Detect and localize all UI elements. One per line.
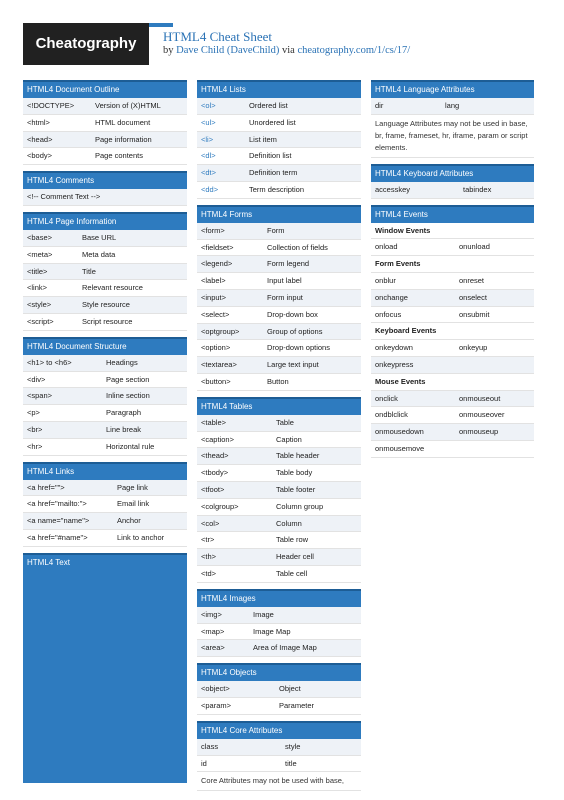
row-value: Script resource bbox=[82, 316, 133, 326]
table-row bbox=[197, 240, 361, 257]
row-value: onmouseover bbox=[459, 410, 505, 420]
table-row bbox=[197, 415, 361, 432]
row-key: <p> bbox=[27, 408, 40, 418]
table-row bbox=[197, 448, 361, 465]
table-row bbox=[23, 513, 187, 530]
table-row bbox=[197, 290, 361, 307]
row-key: <style> bbox=[27, 300, 52, 310]
row-key: <fieldset> bbox=[201, 242, 234, 252]
table-row bbox=[197, 698, 361, 715]
row-key: <colgroup> bbox=[201, 501, 239, 511]
section-lang bbox=[371, 80, 534, 158]
row-value: Page contents bbox=[95, 151, 143, 161]
table-row bbox=[23, 314, 187, 331]
row-value: Image Map bbox=[253, 626, 291, 636]
row-key: <caption> bbox=[201, 434, 234, 444]
row-key: <dd> bbox=[201, 184, 219, 194]
row-key: <tbody> bbox=[201, 468, 229, 478]
row-value: onselect bbox=[459, 292, 487, 302]
row-key: <dl> bbox=[201, 151, 216, 161]
column-3 bbox=[371, 80, 534, 464]
row-key: <a href="mailto:"> bbox=[27, 499, 87, 509]
row-key: <input> bbox=[201, 292, 227, 302]
table-row bbox=[197, 340, 361, 357]
table-row bbox=[371, 273, 534, 290]
table-row bbox=[197, 739, 361, 756]
row-value: Unordered list bbox=[249, 117, 296, 127]
row-value: List item bbox=[249, 134, 277, 144]
column-1 bbox=[23, 80, 187, 789]
table-row bbox=[23, 405, 187, 422]
row-value: tabindex bbox=[463, 184, 492, 194]
table-row bbox=[197, 465, 361, 482]
section-note: Core Attributes may not be used with base, bbox=[197, 772, 361, 791]
row-key: onkeypress bbox=[375, 359, 414, 369]
sheet-url-link[interactable]: cheatography.com/1/cs/17/ bbox=[297, 45, 411, 56]
section-heading: HTML4 Document Structure bbox=[23, 337, 187, 355]
row-value: title bbox=[285, 758, 297, 768]
table-row bbox=[197, 516, 361, 533]
row-value: onmouseup bbox=[459, 427, 499, 437]
row-value: Table footer bbox=[276, 484, 316, 494]
table-row bbox=[23, 98, 187, 115]
row-key: <td> bbox=[201, 568, 217, 578]
row-key: <param> bbox=[201, 700, 232, 710]
row-key: <th> bbox=[201, 552, 217, 562]
table-row bbox=[23, 372, 187, 389]
table-row bbox=[197, 549, 361, 566]
row-key: <label> bbox=[201, 276, 226, 286]
section-heading: HTML4 Language Attributes bbox=[371, 80, 534, 98]
row-value: Form legend bbox=[267, 259, 310, 269]
row-key: <div> bbox=[27, 374, 46, 384]
row-value: Email link bbox=[117, 499, 150, 509]
row-value bbox=[177, 189, 183, 205]
row-key: <meta> bbox=[27, 249, 53, 259]
row-key: <area> bbox=[201, 643, 225, 653]
row-key: <col> bbox=[201, 518, 220, 528]
row-key: <title> bbox=[27, 266, 48, 276]
row-value bbox=[459, 441, 530, 457]
row-value: Page information bbox=[95, 134, 152, 144]
row-key: <legend> bbox=[201, 259, 233, 269]
row-key: <form> bbox=[201, 225, 225, 235]
row-key: <span> bbox=[27, 391, 53, 401]
row-key: <tr> bbox=[201, 535, 215, 545]
table-row bbox=[197, 307, 361, 324]
row-key: <object> bbox=[201, 684, 230, 694]
row-key: onkeydown bbox=[375, 343, 413, 353]
row-value: Table header bbox=[276, 451, 320, 461]
row-value: Caption bbox=[276, 434, 302, 444]
byline-prefix: by bbox=[163, 45, 174, 56]
table-row bbox=[23, 530, 187, 547]
row-key: onblur bbox=[375, 275, 396, 285]
table-row bbox=[371, 98, 534, 115]
table-row bbox=[371, 391, 534, 408]
row-value: Horizontal rule bbox=[106, 441, 155, 451]
section-links bbox=[23, 462, 187, 547]
row-value: Paragraph bbox=[106, 408, 142, 418]
logo-accent-bar bbox=[149, 23, 173, 27]
table-row bbox=[371, 357, 534, 374]
section-objects bbox=[197, 663, 361, 715]
row-key: <img> bbox=[201, 609, 222, 619]
row-value: Table cell bbox=[276, 568, 308, 578]
row-value: Relevant resource bbox=[82, 283, 143, 293]
row-value: lang bbox=[445, 101, 460, 110]
row-value: Large text input bbox=[267, 360, 319, 370]
section-heading: HTML4 Document Outline bbox=[23, 80, 187, 98]
row-value: Header cell bbox=[276, 552, 314, 562]
row-key: <head> bbox=[27, 134, 53, 144]
table-row bbox=[371, 290, 534, 307]
section-note: Language Attributes may not be used in base, br, frame, frameset, hr, iframe, param or script elements. bbox=[371, 115, 534, 158]
row-value: Line break bbox=[106, 424, 142, 434]
table-row bbox=[23, 297, 187, 314]
table-row bbox=[197, 432, 361, 449]
table-row bbox=[23, 115, 187, 132]
table-row bbox=[197, 624, 361, 641]
row-key: onclick bbox=[375, 393, 398, 403]
row-value: Collection of fields bbox=[267, 242, 328, 252]
section-heading: HTML4 Comments bbox=[23, 171, 187, 189]
row-key: <br> bbox=[27, 424, 43, 434]
table-row bbox=[197, 223, 361, 240]
byline bbox=[163, 45, 410, 56]
row-key: <a href="#name"> bbox=[27, 532, 88, 542]
row-value: onkeyup bbox=[459, 343, 488, 353]
row-value: Page link bbox=[117, 482, 148, 492]
table-row bbox=[197, 374, 361, 391]
row-value: Form input bbox=[267, 292, 303, 302]
table-row bbox=[197, 640, 361, 657]
row-key: <!-- Comment Text --> bbox=[27, 192, 101, 202]
row-value: Drop-down box bbox=[267, 309, 318, 319]
row-key: class bbox=[201, 741, 219, 751]
section-heading: HTML4 Core Attributes bbox=[197, 721, 361, 739]
row-key: <option> bbox=[201, 343, 231, 353]
row-value: onunload bbox=[459, 242, 490, 252]
table-row bbox=[371, 441, 534, 458]
row-value: Parameter bbox=[279, 700, 315, 710]
row-value: Ordered list bbox=[249, 101, 288, 110]
row-value: Area of Image Map bbox=[253, 643, 317, 653]
row-value: Group of options bbox=[267, 326, 323, 336]
event-group-heading: Form Events bbox=[371, 256, 534, 273]
row-key: ondblclick bbox=[375, 410, 408, 420]
table-row bbox=[23, 355, 187, 372]
row-value: Inline section bbox=[106, 391, 150, 401]
table-row bbox=[23, 280, 187, 297]
author-link[interactable]: Dave Child (DaveChild) bbox=[176, 45, 280, 56]
section-heading: HTML4 Images bbox=[197, 589, 361, 607]
page-title: HTML4 Cheat Sheet bbox=[163, 29, 273, 44]
section-heading: HTML4 Lists bbox=[197, 80, 361, 98]
table-row bbox=[197, 532, 361, 549]
table-row bbox=[371, 307, 534, 324]
text-section-body bbox=[23, 571, 187, 783]
row-value: Button bbox=[267, 376, 289, 386]
row-key: onfocus bbox=[375, 309, 402, 319]
row-value: Meta data bbox=[82, 249, 116, 259]
row-key: <html> bbox=[27, 117, 50, 127]
event-group-heading: Keyboard Events bbox=[371, 323, 534, 340]
section-heading: HTML4 Objects bbox=[197, 663, 361, 681]
row-value: Anchor bbox=[117, 516, 141, 526]
event-group-heading: Mouse Events bbox=[371, 374, 534, 391]
row-value: Form bbox=[267, 225, 285, 235]
section-tables bbox=[197, 397, 361, 583]
row-value: Table row bbox=[276, 535, 309, 545]
row-value: onreset bbox=[459, 275, 485, 285]
row-value: Page section bbox=[106, 374, 150, 384]
row-value: Input label bbox=[267, 276, 302, 286]
row-key: dir bbox=[375, 101, 384, 110]
table-row bbox=[371, 407, 534, 424]
table-row bbox=[197, 499, 361, 516]
table-row bbox=[197, 756, 361, 773]
table-row bbox=[371, 340, 534, 357]
row-key: onmousemove bbox=[375, 443, 425, 453]
section-lists bbox=[197, 80, 361, 199]
row-key: <select> bbox=[201, 309, 230, 319]
row-key: <map> bbox=[201, 626, 225, 636]
table-row bbox=[23, 189, 187, 206]
table-row bbox=[23, 247, 187, 264]
row-value: Definition term bbox=[249, 168, 298, 178]
row-value: Image bbox=[253, 609, 274, 619]
row-value: Term description bbox=[249, 184, 305, 194]
row-key: <base> bbox=[27, 232, 53, 242]
section-core bbox=[197, 721, 361, 792]
section-heading: HTML4 Text bbox=[23, 553, 187, 571]
table-row bbox=[197, 115, 361, 132]
section-forms bbox=[197, 205, 361, 391]
row-value: Link to anchor bbox=[117, 532, 165, 542]
section-text bbox=[23, 553, 187, 783]
row-value: onsubmit bbox=[459, 309, 490, 319]
table-row bbox=[23, 148, 187, 165]
row-key: <ol> bbox=[201, 101, 216, 110]
row-value: Table body bbox=[276, 468, 313, 478]
table-row bbox=[197, 566, 361, 583]
row-value bbox=[459, 357, 530, 373]
table-row bbox=[23, 496, 187, 513]
table-row bbox=[371, 182, 534, 199]
row-value: Style resource bbox=[82, 300, 130, 310]
row-value: onmouseout bbox=[459, 393, 501, 403]
row-key: <thead> bbox=[201, 451, 229, 461]
table-row bbox=[197, 148, 361, 165]
table-row bbox=[371, 239, 534, 256]
section-heading: HTML4 Keyboard Attributes bbox=[371, 164, 534, 182]
section-heading: HTML4 Events bbox=[371, 205, 534, 223]
row-key: <table> bbox=[201, 417, 227, 427]
table-row bbox=[197, 165, 361, 182]
section-heading: HTML4 Forms bbox=[197, 205, 361, 223]
table-row bbox=[371, 424, 534, 441]
row-key: <optgroup> bbox=[201, 326, 240, 336]
row-key: <dt> bbox=[201, 168, 217, 178]
table-row bbox=[23, 480, 187, 497]
section-page-info bbox=[23, 212, 187, 331]
table-row bbox=[197, 607, 361, 624]
row-value: HTML document bbox=[95, 117, 151, 127]
table-row bbox=[197, 132, 361, 149]
cheatography-logo[interactable]: Cheatography bbox=[23, 23, 149, 65]
page-header bbox=[23, 23, 411, 65]
row-key: <tfoot> bbox=[201, 484, 225, 494]
section-events bbox=[371, 205, 534, 458]
section-keyboard bbox=[371, 164, 534, 199]
row-key: id bbox=[201, 758, 207, 768]
row-value: Column bbox=[276, 518, 302, 528]
row-value: Base URL bbox=[82, 232, 117, 242]
section-heading: HTML4 Links bbox=[23, 462, 187, 480]
row-key: <script> bbox=[27, 316, 54, 326]
section-heading: HTML4 Page Information bbox=[23, 212, 187, 230]
row-value: Object bbox=[279, 684, 301, 694]
row-value: Headings bbox=[106, 357, 138, 367]
event-group-heading: Window Events bbox=[371, 223, 534, 240]
row-key: onmousedown bbox=[375, 427, 424, 437]
row-value: Version of (X)HTML bbox=[95, 101, 161, 110]
row-key: onload bbox=[375, 242, 398, 252]
section-doc-outline bbox=[23, 80, 187, 165]
section-images bbox=[197, 589, 361, 657]
table-row bbox=[23, 132, 187, 149]
row-key: <a href=""> bbox=[27, 482, 65, 492]
row-key: <a name="name"> bbox=[27, 516, 90, 526]
section-comments bbox=[23, 171, 187, 206]
section-doc-structure bbox=[23, 337, 187, 456]
table-row bbox=[23, 388, 187, 405]
row-key: onchange bbox=[375, 292, 408, 302]
byline-via: via bbox=[281, 45, 295, 56]
row-key: <textarea> bbox=[201, 360, 237, 370]
row-key: <body> bbox=[27, 151, 53, 161]
table-row bbox=[197, 681, 361, 698]
row-key: <link> bbox=[27, 283, 48, 293]
row-value: Column group bbox=[276, 501, 324, 511]
column-2 bbox=[197, 80, 361, 797]
row-key: <button> bbox=[201, 376, 231, 386]
row-key: <!DOCTYPE> bbox=[27, 101, 75, 110]
table-row bbox=[23, 422, 187, 439]
row-value: Title bbox=[82, 266, 96, 276]
table-row bbox=[23, 230, 187, 247]
row-value: style bbox=[285, 741, 301, 751]
row-key: <hr> bbox=[27, 441, 43, 451]
table-row bbox=[197, 256, 361, 273]
row-key: <ul> bbox=[201, 117, 216, 127]
row-key: <li> bbox=[201, 134, 214, 144]
row-value: Drop-down options bbox=[267, 343, 330, 353]
table-row bbox=[197, 357, 361, 374]
row-key: <h1> to <h6> bbox=[27, 357, 72, 367]
table-row bbox=[197, 324, 361, 341]
row-value: Table bbox=[276, 417, 294, 427]
table-row bbox=[197, 98, 361, 115]
row-key: accesskey bbox=[375, 184, 411, 194]
table-row bbox=[197, 482, 361, 499]
table-row bbox=[197, 273, 361, 290]
table-row bbox=[197, 182, 361, 199]
table-row bbox=[23, 439, 187, 456]
section-heading: HTML4 Tables bbox=[197, 397, 361, 415]
table-row bbox=[23, 264, 187, 281]
row-value: Definition list bbox=[249, 151, 292, 161]
